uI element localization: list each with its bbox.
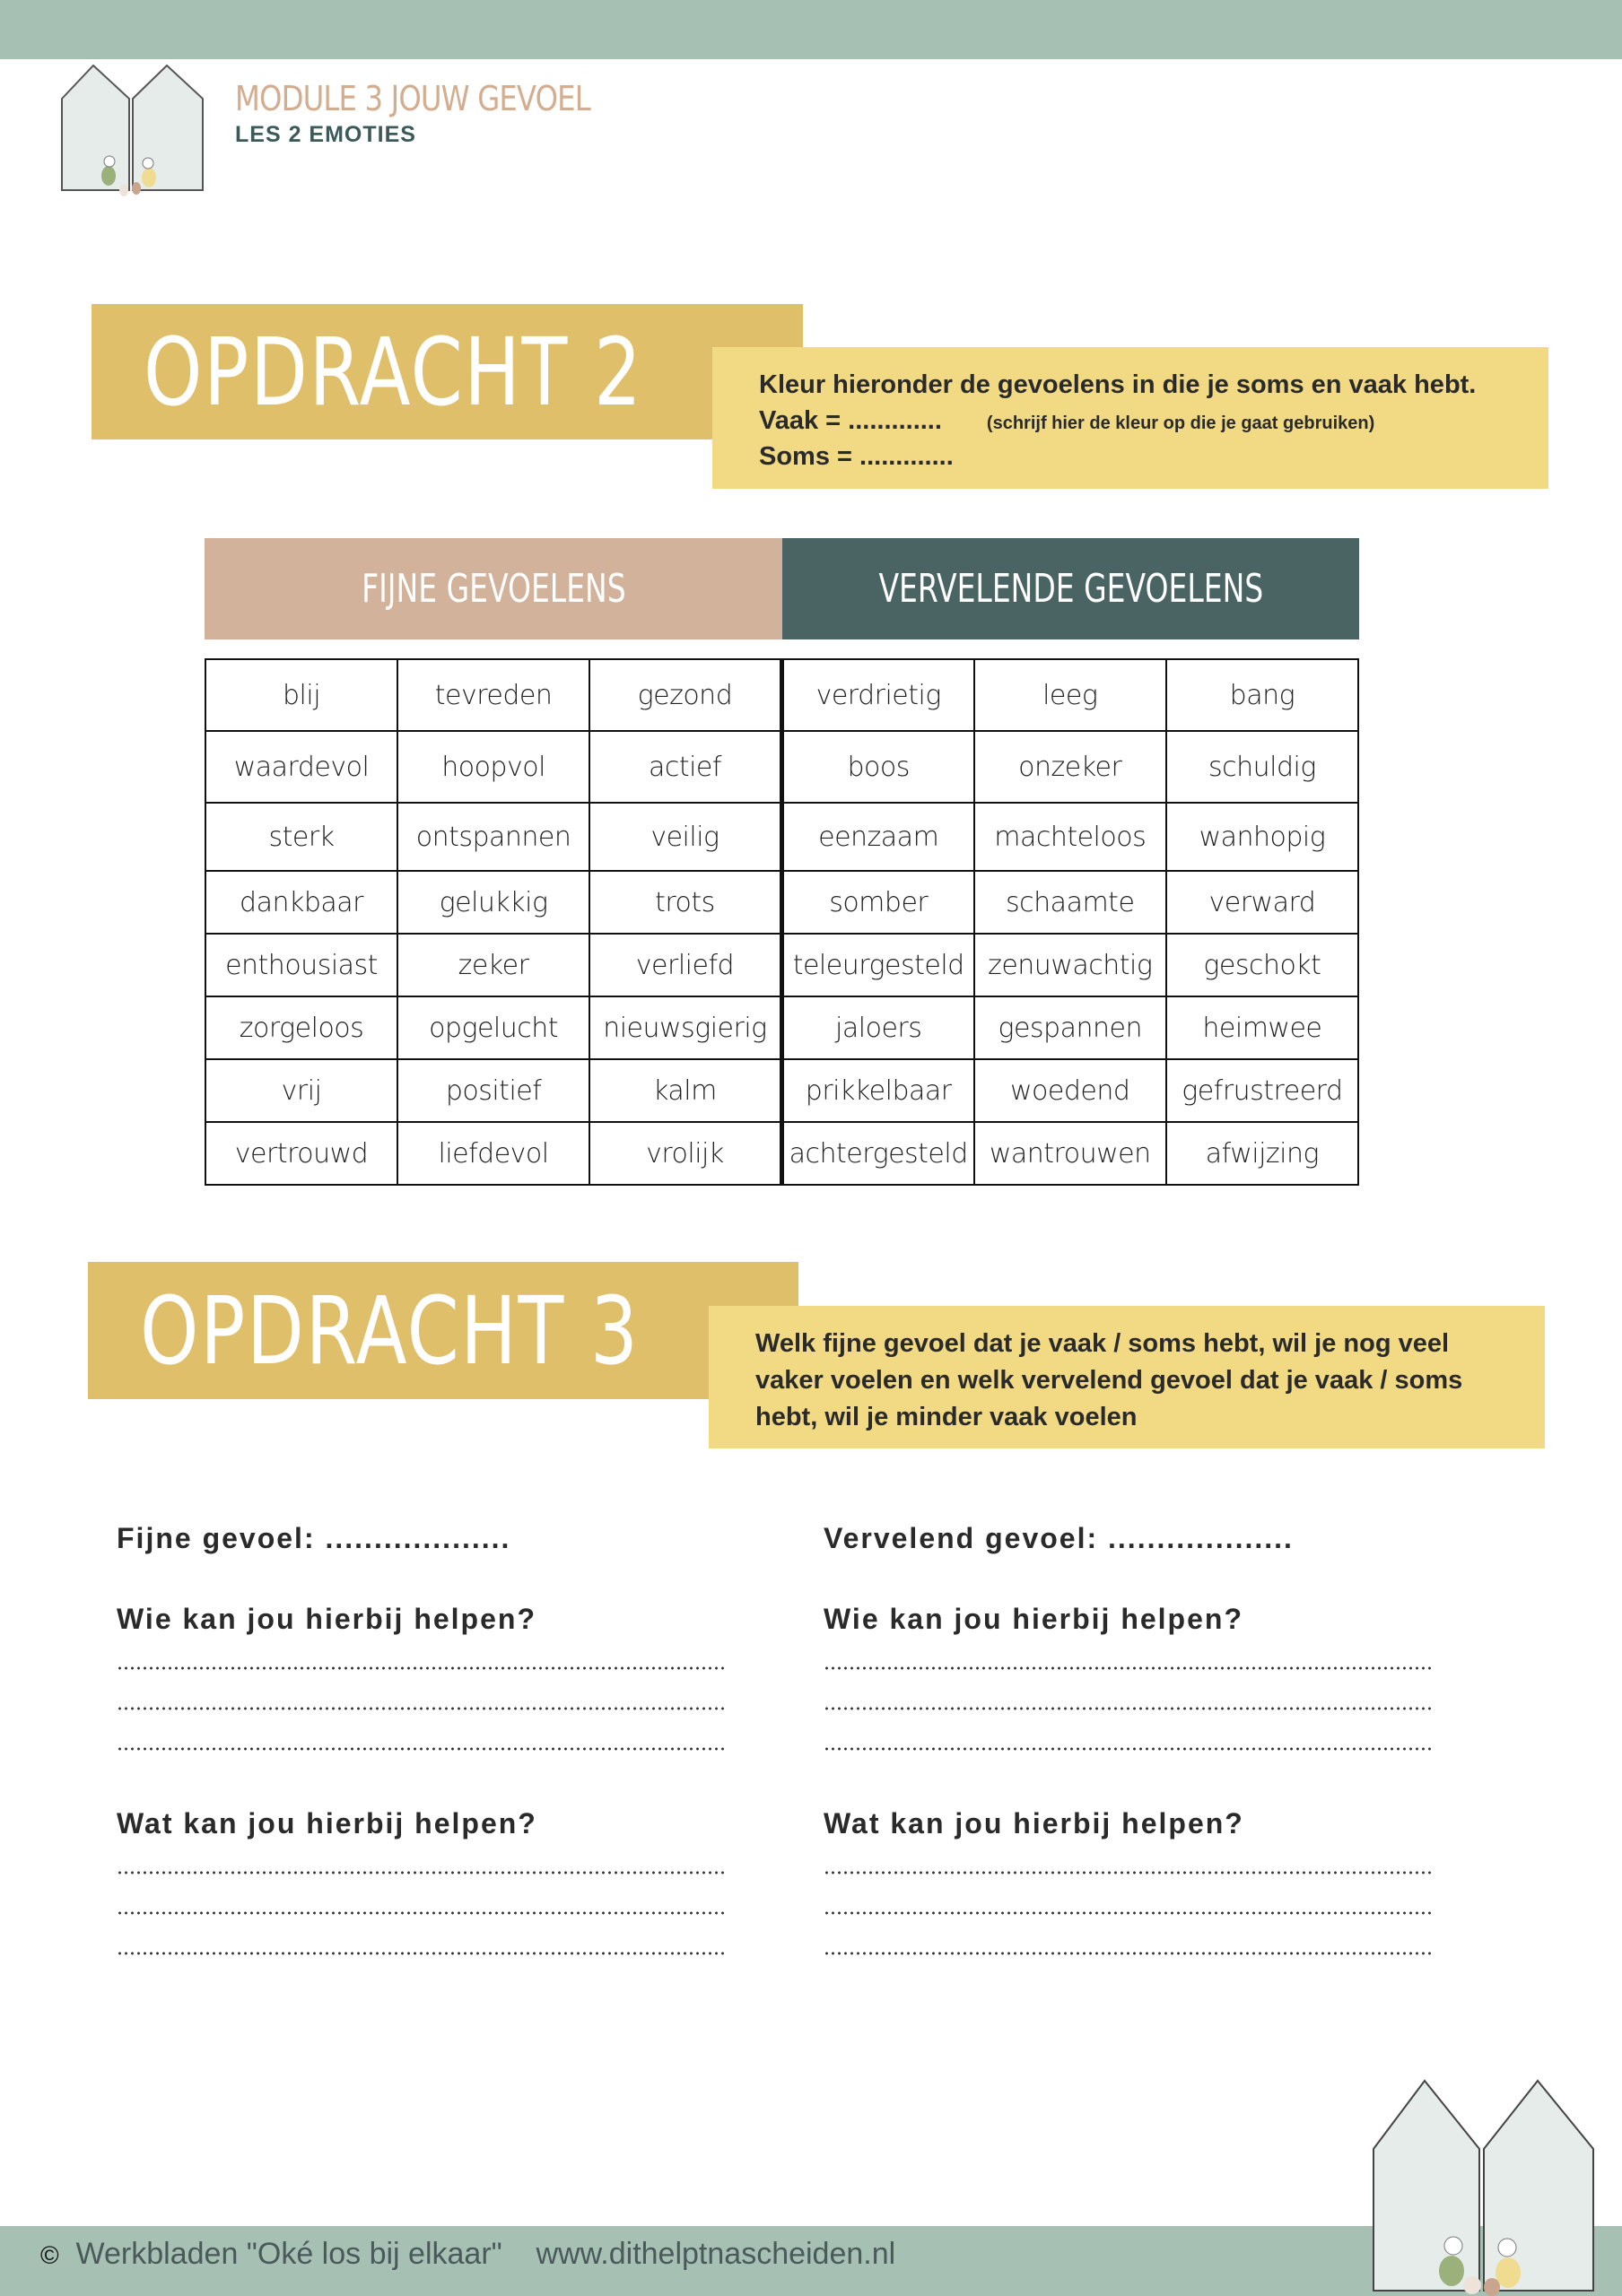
feeling-cell[interactable]: onzeker [974, 731, 1166, 803]
feelings-table [205, 658, 1359, 1186]
left-who-answer-line[interactable] [117, 1707, 727, 1710]
right-what-answer-line[interactable] [824, 1952, 1434, 1955]
vaak-field: Vaak = ............. [759, 406, 942, 435]
feeling-cell[interactable]: gespannen [974, 996, 1166, 1059]
table-row [205, 871, 1358, 934]
left-feeling-field[interactable]: Fijne gevoel: ................... [117, 1522, 511, 1554]
table-row [205, 1059, 1358, 1122]
left-who-answer-line[interactable] [117, 1666, 727, 1670]
left-what-question: Wat kan jou hierbij helpen? [117, 1807, 537, 1839]
feeling-cell[interactable]: wanhopig [1166, 803, 1358, 871]
left-who-question: Wie kan jou hierbij helpen? [117, 1603, 536, 1635]
module-title: MODULE 3 JOUW GEVOEL [235, 79, 590, 118]
feeling-cell[interactable]: geschokt [1166, 934, 1358, 996]
table-row [205, 659, 1358, 731]
feeling-cell[interactable]: enthousiast [205, 934, 397, 996]
feeling-cell[interactable]: bang [1166, 659, 1358, 731]
vervelende-label: VERVELENDE GEVOELENS [878, 566, 1263, 612]
houses-logo [57, 63, 210, 206]
feeling-cell[interactable]: dankbaar [205, 871, 397, 934]
feeling-cell[interactable]: ontspannen [397, 803, 589, 871]
vervelende-header [782, 538, 1359, 639]
opdracht3-instructions [709, 1306, 1545, 1448]
feeling-cell[interactable]: trots [589, 871, 781, 934]
right-who-answer-line[interactable] [824, 1747, 1434, 1751]
feeling-cell[interactable]: hoopvol [397, 731, 589, 803]
opdracht2-instructions [712, 347, 1548, 489]
feeling-cell[interactable]: positief [397, 1059, 589, 1122]
opdracht3-title-box-inner [88, 1262, 798, 1399]
feeling-cell[interactable]: machteloos [974, 803, 1166, 871]
feeling-cell[interactable]: prikkelbaar [781, 1059, 973, 1122]
feeling-cell[interactable]: tevreden [397, 659, 589, 731]
left-what-answer-line[interactable] [117, 1871, 727, 1874]
opdracht2-title: OPDRACHT 2 [144, 317, 643, 427]
instruction-line: Kleur hieronder de gevoelens in die je soms en vaak hebt. [759, 370, 1477, 399]
feeling-cell[interactable]: sterk [205, 803, 397, 871]
feeling-cell[interactable]: woedend [974, 1059, 1166, 1122]
feeling-cell[interactable]: waardevol [205, 731, 397, 803]
left-what-answer-line[interactable] [117, 1911, 727, 1915]
feeling-cell[interactable]: gezond [589, 659, 781, 731]
right-feeling-field[interactable]: Vervelend gevoel: ................... [824, 1522, 1294, 1554]
copyright-icon: © [40, 2241, 59, 2269]
fijne-label: FIJNE GEVOELENS [361, 566, 626, 612]
right-what-answer-line[interactable] [824, 1871, 1434, 1874]
feeling-cell[interactable]: actief [589, 731, 781, 803]
feeling-cell[interactable]: kalm [589, 1059, 781, 1122]
feeling-cell[interactable]: liefdevol [397, 1122, 589, 1185]
left-who-answer-line[interactable] [117, 1747, 727, 1751]
right-who-answer-line[interactable] [824, 1666, 1434, 1670]
right-who-question: Wie kan jou hierbij helpen? [824, 1603, 1243, 1635]
right-who-answer-line[interactable] [824, 1707, 1434, 1710]
feeling-cell[interactable]: schuldig [1166, 731, 1358, 803]
feeling-cell[interactable]: nieuwsgierig [589, 996, 781, 1059]
feeling-cell[interactable]: vertrouwd [205, 1122, 397, 1185]
fijne-header [205, 538, 782, 639]
feeling-cell[interactable]: vrij [205, 1059, 397, 1122]
feeling-cell[interactable]: leeg [974, 659, 1166, 731]
feeling-cell[interactable]: somber [781, 871, 973, 934]
right-what-answer-line[interactable] [824, 1911, 1434, 1915]
feeling-cell[interactable]: verdrietig [781, 659, 973, 731]
feeling-cell[interactable]: gelukkig [397, 871, 589, 934]
feeling-cell[interactable]: achtergesteld [781, 1122, 973, 1185]
table-row [205, 731, 1358, 803]
opdracht2-title-box [92, 304, 803, 439]
houses-illustration [1369, 2075, 1599, 2296]
feeling-cell[interactable]: zorgeloos [205, 996, 397, 1059]
feeling-cell[interactable]: vrolijk [589, 1122, 781, 1185]
feeling-cell[interactable]: jaloers [781, 996, 973, 1059]
opdracht3-title: OPDRACHT 3 [140, 1275, 640, 1386]
feeling-cell[interactable]: heimwee [1166, 996, 1358, 1059]
table-row [205, 934, 1358, 996]
feeling-cell[interactable]: verward [1166, 871, 1358, 934]
footer-credits: Werkbladen "Oké los bij elkaar" www.dithelptnascheiden.nl [75, 2237, 896, 2271]
instruction-line: vaker voelen en welk vervelend gevoel dat je vaak / soms [755, 1366, 1463, 1395]
instruction-line: Welk fijne gevoel dat je vaak / soms hebt, wil je nog veel [755, 1329, 1450, 1358]
feeling-cell[interactable]: boos [781, 731, 973, 803]
feeling-cell[interactable]: schaamte [974, 871, 1166, 934]
feeling-cell[interactable]: opgelucht [397, 996, 589, 1059]
feeling-cell[interactable]: gefrustreerd [1166, 1059, 1358, 1122]
table-row [205, 1122, 1358, 1185]
table-row [205, 803, 1358, 871]
feeling-cell[interactable]: teleurgesteld [781, 934, 973, 996]
instruction-line: hebt, wil je minder vaak voelen [755, 1403, 1138, 1431]
table-row [205, 996, 1358, 1059]
soms-field: Soms = ............. [759, 442, 954, 471]
feeling-cell[interactable]: afwijzing [1166, 1122, 1358, 1185]
hint-text: (schrijf hier de kleur op die je gaat gebruiken) [986, 413, 1375, 433]
left-what-answer-line[interactable] [117, 1952, 727, 1955]
footer-text [40, 2237, 895, 2272]
top-bar [0, 0, 1622, 59]
right-what-question: Wat kan jou hierbij helpen? [824, 1807, 1244, 1839]
feeling-cell[interactable]: eenzaam [781, 803, 973, 871]
lesson-title: LES 2 EMOTIES [235, 122, 416, 147]
feeling-cell[interactable]: zeker [397, 934, 589, 996]
feeling-cell[interactable]: zenuwachtig [974, 934, 1166, 996]
feeling-cell[interactable]: wantrouwen [974, 1122, 1166, 1185]
feeling-cell[interactable]: verliefd [589, 934, 781, 996]
feeling-cell[interactable]: veilig [589, 803, 781, 871]
feeling-cell[interactable]: blij [205, 659, 397, 731]
